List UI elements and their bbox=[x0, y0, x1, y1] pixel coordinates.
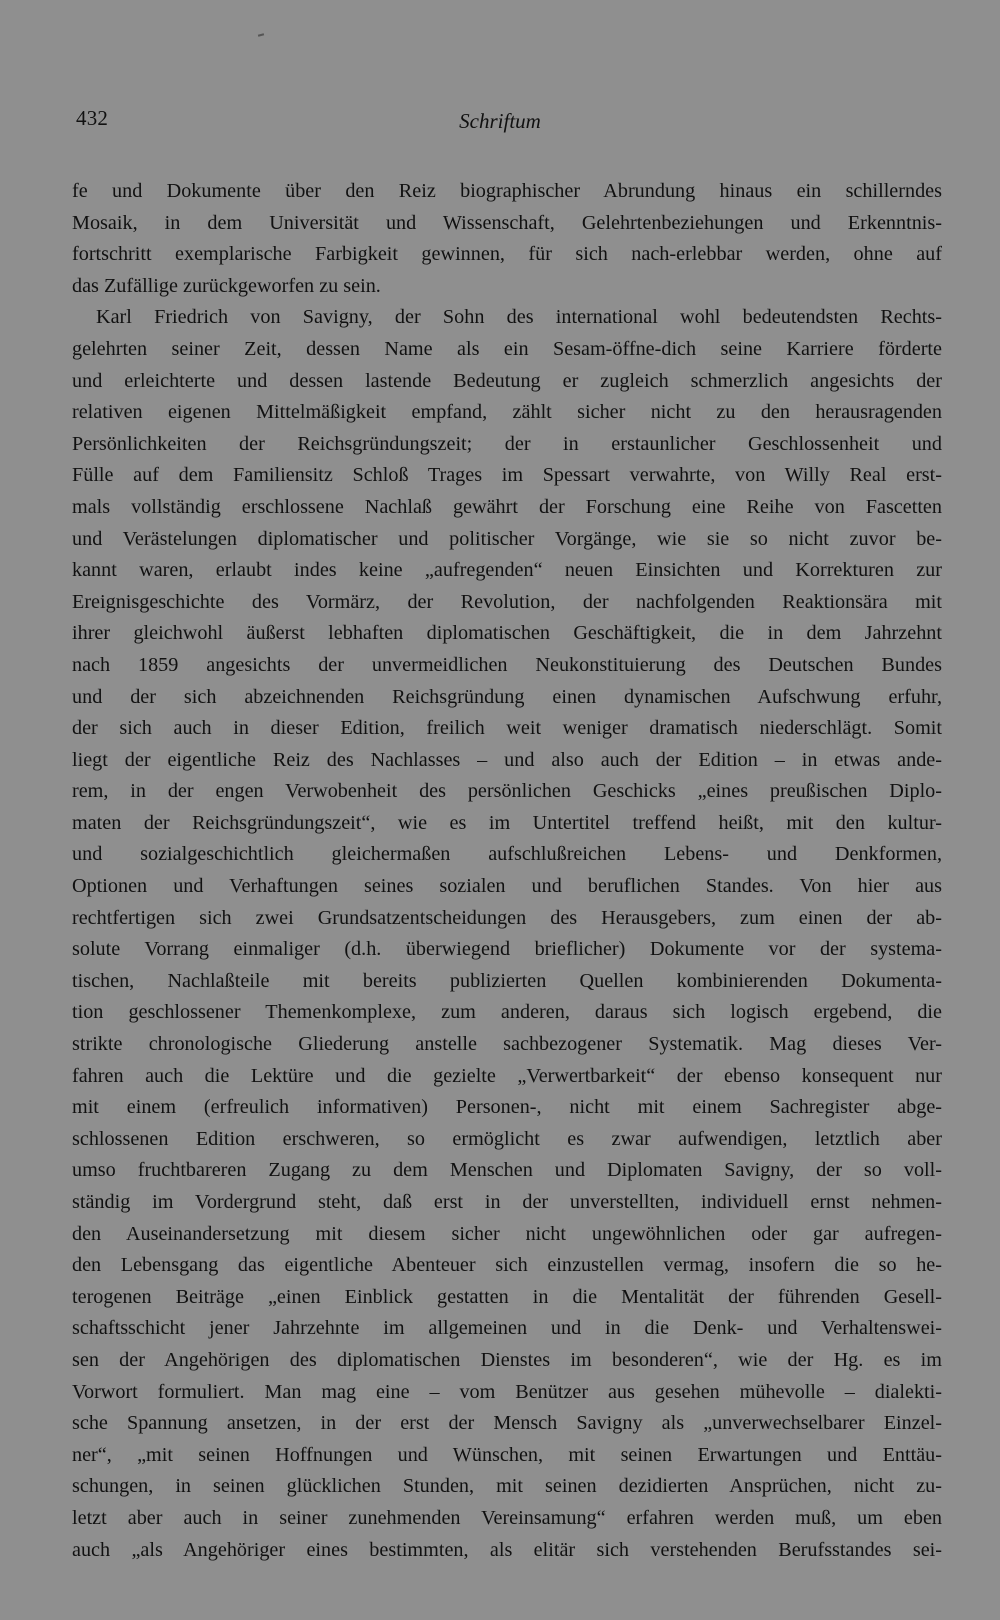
text-line: den Auseinandersetzung mit diesem sicher nicht ungewöhnlichen oder gar aufregen- bbox=[72, 1222, 942, 1245]
text-line: ner“, „mit seinen Hoffnungen und Wünschen, mit seinen Erwartungen und Enttäu- bbox=[72, 1443, 942, 1466]
text-line: schungen, in seinen glücklichen Stunden, mit seinen dezidierten Ansprüchen, nicht zu- bbox=[72, 1475, 942, 1498]
page-number: 432 bbox=[76, 106, 109, 130]
running-head: Schriftum bbox=[459, 109, 541, 133]
text-line: das Zufällige zurückgeworfen zu sein. bbox=[72, 274, 381, 297]
text-line: fahren auch die Lektüre und die gezielte „Verwertbarkeit“ der ebenso konsequent nur bbox=[72, 1064, 942, 1087]
text-line: letzt aber auch in seiner zunehmenden Vereinsamung“ erfahren werden muß, um eben bbox=[72, 1506, 942, 1529]
text-line: mals vollständig erschlossene Nachlaß gewährt der Forschung eine Reihe von Fascetten bbox=[72, 495, 942, 518]
text-line: kannt waren, erlaubt indes keine „aufregenden“ neuen Einsichten und Korrekturen zur bbox=[72, 559, 942, 582]
text-line: Vorwort formuliert. Man mag eine – vom Benützer aus gesehen mühevolle – dialekti- bbox=[72, 1380, 942, 1403]
text-line: tischen, Nachlaßteile mit bereits publizierten Quellen kombinierenden Dokumenta- bbox=[72, 969, 942, 992]
text-line: rem, in der engen Verwobenheit des persönlichen Geschicks „eines preußischen Diplo- bbox=[72, 780, 942, 803]
text-line: nach 1859 angesichts der unvermeidlichen Neukonstituierung des Deutschen Bundes bbox=[72, 653, 942, 676]
text-line: liegt der eigentliche Reiz des Nachlasses – und also auch der Edition – in etwas ande- bbox=[72, 748, 942, 771]
scan-speck bbox=[258, 33, 264, 36]
text-line: relativen eigenen Mittelmäßigkeit empfand, zählt sicher nicht zu den herausragenden bbox=[72, 401, 942, 424]
text-line: und Verästelungen diplomatischer und politischer Vorgänge, wie sie so nicht zuvor be- bbox=[72, 527, 942, 550]
body-text bbox=[72, 176, 942, 1566]
text-line: mit einem (erfreulich informativen) Personen-, nicht mit einem Sachregister abge- bbox=[72, 1096, 942, 1119]
text-line: rechtfertigen sich zwei Grundsatzentscheidungen des Herausgebers, zum einen der ab- bbox=[72, 906, 942, 929]
text-line: Ereignisgeschichte des Vormärz, der Revolution, der nachfolgenden Reaktionsära mit bbox=[72, 590, 942, 613]
text-line: den Lebensgang das eigentliche Abenteuer sich einzustellen vermag, insofern die so he- bbox=[72, 1254, 942, 1277]
text-line: schaftsschicht jener Jahrzehnte im allgemeinen und in die Denk- und Verhaltenswei- bbox=[72, 1317, 942, 1340]
text-line: fortschritt exemplarische Farbigkeit gewinnen, für sich nach-erlebbar werden, ohne auf bbox=[72, 243, 942, 266]
text-line: strikte chronologische Gliederung anstelle sachbezogener Systematik. Mag dieses Ver- bbox=[72, 1033, 942, 1056]
text-line: tion geschlossener Themenkomplexe, zum anderen, daraus sich logisch ergebend, die bbox=[72, 1001, 942, 1024]
text-line: maten der Reichsgründungszeit“, wie es im Untertitel treffend heißt, mit den kultur- bbox=[72, 811, 942, 834]
text-line: sen der Angehörigen des diplomatischen Dienstes im besonderen“, wie der Hg. es im bbox=[72, 1348, 942, 1371]
text-line: und sozialgeschichtlich gleichermaßen aufschlußreichen Lebens- und Denkformen, bbox=[72, 843, 942, 866]
text-line: terogenen Beiträge „einen Einblick gestatten in die Mentalität der führenden Gesell- bbox=[72, 1285, 942, 1308]
text-line: schlossenen Edition erschweren, so ermöglicht es zwar aufwendigen, letztlich aber bbox=[72, 1127, 942, 1150]
text-line: gelehrten seiner Zeit, dessen Name als ein Sesam-öffne-dich seine Karriere förderte bbox=[72, 337, 942, 360]
text-line: fe und Dokumente über den Reiz biographischer Abrundung hinaus ein schillerndes bbox=[72, 180, 942, 202]
text-line: umso fruchtbareren Zugang zu dem Menschen und Diplomaten Savigny, der so voll- bbox=[72, 1159, 942, 1182]
text-line: ständig im Vordergrund steht, daß erst in der unverstellten, individuell ernst nehmen- bbox=[72, 1191, 942, 1213]
text-line: auch „als Angehöriger eines bestimmten, als elitär sich verstehenden Berufsstandes sei- bbox=[72, 1538, 942, 1561]
paragraph-continued bbox=[72, 176, 942, 302]
text-line: Fülle auf dem Familiensitz Schloß Trages im Spessart verwahrte, von Willy Real erst- bbox=[72, 464, 942, 487]
text-line: ihrer gleichwohl äußerst lebhaften diplomatischen Geschäftigkeit, die in dem Jahrzehnt bbox=[72, 622, 942, 645]
text-line: Mosaik, in dem Universität und Wissenschaft, Gelehrtenbeziehungen und Erkenntnis- bbox=[72, 211, 942, 234]
text-line: solute Vorrang einmaliger (d.h. überwiegend brieflicher) Dokumente vor der systema- bbox=[72, 938, 942, 961]
text-line: Persönlichkeiten der Reichsgründungszeit; der in erstaunlicher Geschlossenheit und bbox=[72, 432, 942, 455]
paragraph-savigny bbox=[72, 302, 942, 1566]
text-line: Karl Friedrich von Savigny, der Sohn des international wohl bedeutendsten Rechts- bbox=[96, 306, 942, 329]
text-line: und erleichterte und dessen lastende Bedeutung er zugleich schmerzlich angesichts der bbox=[72, 369, 942, 392]
text-line: der sich auch in dieser Edition, freilich weit weniger dramatisch niederschlägt. Somit bbox=[72, 717, 942, 740]
text-line: sche Spannung ansetzen, in der erst der Mensch Savigny als „unverwechselbarer Einzel- bbox=[72, 1412, 942, 1435]
text-line: und der sich abzeichnenden Reichsgründung einen dynamischen Aufschwung erfuhr, bbox=[72, 685, 942, 708]
text-line: Optionen und Verhaftungen seines sozialen und beruflichen Standes. Von hier aus bbox=[72, 875, 942, 898]
